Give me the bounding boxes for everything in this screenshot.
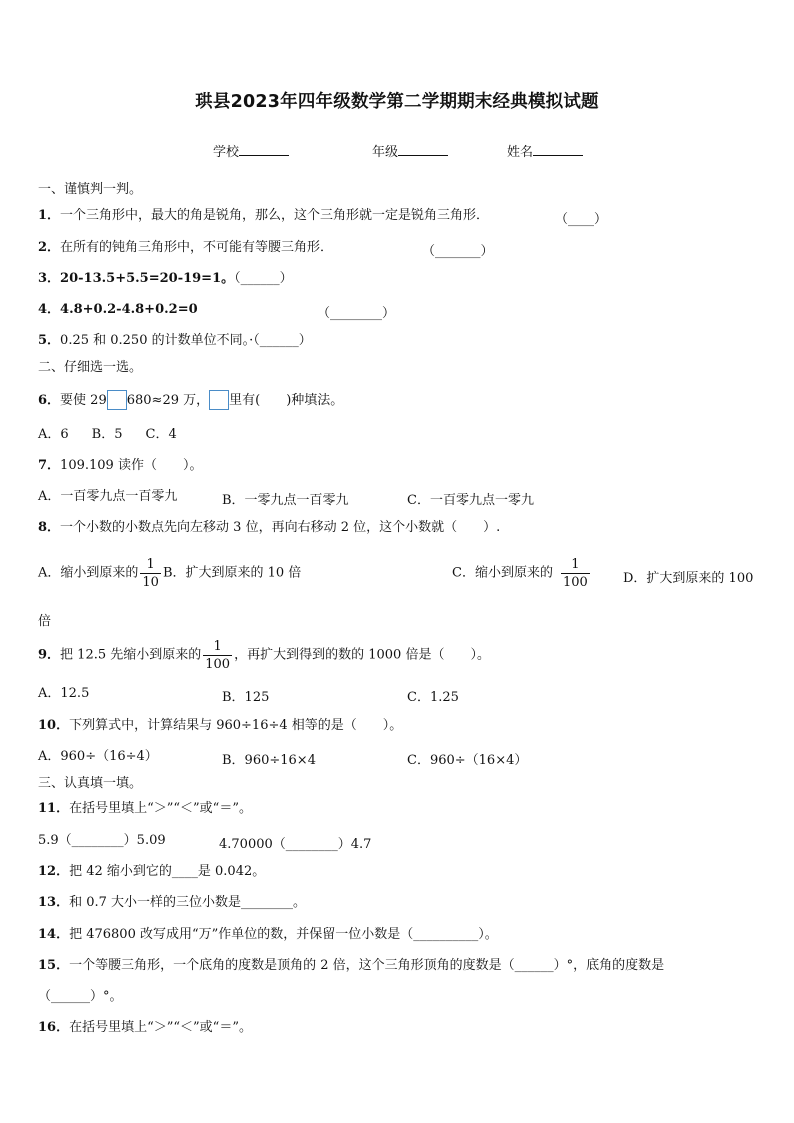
question-4	[38, 302, 198, 318]
fraction	[561, 556, 590, 591]
numerator: 1	[140, 556, 161, 574]
question-9-option-a[interactable]: A．12.5	[38, 686, 90, 701]
question-3	[38, 271, 293, 287]
question-text: 20-13.5+5.5=20-19=1。	[60, 271, 235, 286]
question-text: 在括号里填上“＞”“＜”或“＝”。	[69, 801, 252, 816]
question-9-option-c[interactable]: C．1.25	[407, 690, 459, 705]
section-2-heading: 二、仔细选一选。	[38, 360, 143, 375]
question-7-option-a[interactable]: A．一百零九点一百零九	[38, 489, 178, 504]
question-text: 一个小数的小数点先向左移动 3 位，再向右移动 2 位，这个小数就（ ）.	[60, 520, 501, 535]
question-10-option-c[interactable]: C．960÷（16×4）	[407, 753, 528, 768]
question-16	[38, 1020, 252, 1036]
question-number: 9．	[38, 647, 61, 663]
question-7-option-c[interactable]: C．一百零九点一零九	[407, 493, 534, 508]
question-text-a: 把 12.5 先缩小到原来的	[60, 647, 202, 663]
question-11-compare-2[interactable]: 4.70000（________）4.7	[219, 837, 372, 852]
question-text: 一个三角形中，最大的角是锐角，那么，这个三角形就一定是锐角三角形．	[60, 208, 490, 223]
question-number: 10．	[38, 718, 70, 733]
question-number: 7．	[38, 458, 61, 473]
answer-paren-5[interactable]: （______）	[253, 333, 312, 348]
question-15	[38, 958, 664, 974]
section-1-heading: 一、谨慎判一判。	[38, 182, 143, 197]
page-title: 珙县2023年四年级数学第二学期期末经典模拟试题	[195, 92, 599, 112]
question-number: 8．	[38, 520, 61, 535]
question-7-option-b[interactable]: B．一零九点一百零九	[222, 493, 349, 508]
question-9	[38, 638, 490, 673]
question-text-c: 里有( )种填法。	[229, 393, 344, 408]
question-text: 在所有的钝角三角形中，不可能有等腰三角形．	[60, 240, 334, 255]
question-text: 4.8+0.2-4.8+0.2=0	[60, 302, 198, 317]
question-number: 15．	[38, 958, 70, 973]
answer-paren-1[interactable]: （____）	[555, 212, 608, 227]
question-number: 3．	[38, 271, 61, 286]
grade-label: 年级	[372, 145, 399, 160]
question-15-cont: （______）°。	[38, 989, 123, 1004]
question-1	[38, 208, 489, 224]
question-text: 把 476800 改写成用“万”作单位的数，并保留一位小数是（__________）。	[69, 927, 498, 942]
digit-box[interactable]	[107, 390, 127, 410]
question-10-option-a[interactable]: A．960÷（16÷4）	[38, 749, 158, 764]
option-a[interactable]: A．6	[38, 427, 69, 442]
digit-box[interactable]	[209, 390, 229, 410]
question-text-a: 要使 29	[60, 393, 107, 408]
question-5	[38, 333, 312, 349]
numerator: 1	[561, 556, 590, 574]
answer-paren-2[interactable]: （_______）	[422, 244, 494, 259]
question-10-option-b[interactable]: B．960÷16×4	[222, 753, 316, 768]
question-number: 5．	[38, 333, 61, 348]
question-8-option-d[interactable]: D．扩大到原来的 100	[623, 571, 754, 586]
fraction	[140, 556, 161, 591]
question-number: 1．	[38, 208, 61, 223]
question-text: 109.109 读作（ ）。	[60, 458, 203, 473]
option-label: A．缩小到原来的	[38, 565, 139, 581]
question-11	[38, 801, 252, 817]
question-text-b: ，再扩大到得到的数的 1000 倍是（ ）。	[234, 647, 490, 663]
grade-blank[interactable]	[398, 143, 448, 156]
option-b[interactable]: B．5	[91, 427, 123, 442]
option-label: C．缩小到原来的	[452, 565, 553, 581]
school-label: 学校	[213, 145, 240, 160]
question-12	[38, 864, 265, 880]
denominator: 100	[562, 575, 588, 590]
question-text: 一个等腰三角形，一个底角的度数是顶角的 2 倍，这个三角形顶角的度数是（______）°，底角的度数是	[69, 958, 665, 973]
school-field	[213, 141, 289, 160]
question-9-option-b[interactable]: B．125	[222, 690, 270, 705]
question-number: 13．	[38, 895, 70, 910]
grade-field	[372, 141, 448, 160]
question-8-option-c[interactable]	[452, 556, 598, 591]
question-2	[38, 240, 333, 256]
name-label: 姓名	[507, 145, 534, 160]
question-6	[38, 390, 343, 410]
name-blank[interactable]	[533, 143, 583, 156]
question-8-option-a[interactable]	[38, 556, 301, 591]
question-number: 6．	[38, 393, 61, 408]
question-6-options	[38, 427, 177, 443]
question-text: 把 42 缩小到它的____是 0.042。	[69, 864, 266, 879]
question-8	[38, 520, 500, 536]
denominator: 10	[142, 575, 159, 590]
section-3-heading: 三、认真填一填。	[38, 776, 143, 791]
question-number: 2．	[38, 240, 61, 255]
question-number: 14．	[38, 927, 70, 942]
numerator: 1	[203, 638, 232, 656]
question-11-compare-1[interactable]: 5.9（________）5.09	[38, 833, 166, 848]
question-7	[38, 458, 202, 474]
question-text: 下列算式中，计算结果与 960÷16÷4 相等的是（ ）。	[69, 718, 403, 733]
option-c[interactable]: C．4	[145, 427, 177, 442]
option-b-label[interactable]: B．扩大到原来的 10 倍	[162, 565, 302, 581]
answer-paren-3[interactable]: （______）	[234, 271, 293, 286]
question-number: 16．	[38, 1020, 70, 1035]
question-number: 11．	[38, 801, 70, 816]
question-13	[38, 895, 306, 911]
question-text: 在括号里填上“＞”“＜”或“＝”。	[69, 1020, 252, 1035]
question-text: 和 0.7 大小一样的三位小数是________。	[69, 895, 307, 910]
question-10	[38, 718, 402, 734]
fraction	[203, 638, 232, 673]
question-number: 12．	[38, 864, 70, 879]
question-8-option-d-cont: 倍	[38, 614, 52, 629]
question-14	[38, 927, 498, 943]
name-field	[507, 141, 583, 160]
answer-paren-4[interactable]: （________）	[317, 306, 396, 321]
question-number: 4．	[38, 302, 61, 317]
denominator: 100	[205, 657, 231, 672]
school-blank[interactable]	[239, 143, 289, 156]
question-text-b: 680≈29 万，	[126, 393, 210, 408]
question-text: 0.25 和 0.250 的计数单位不同。·	[60, 333, 254, 348]
